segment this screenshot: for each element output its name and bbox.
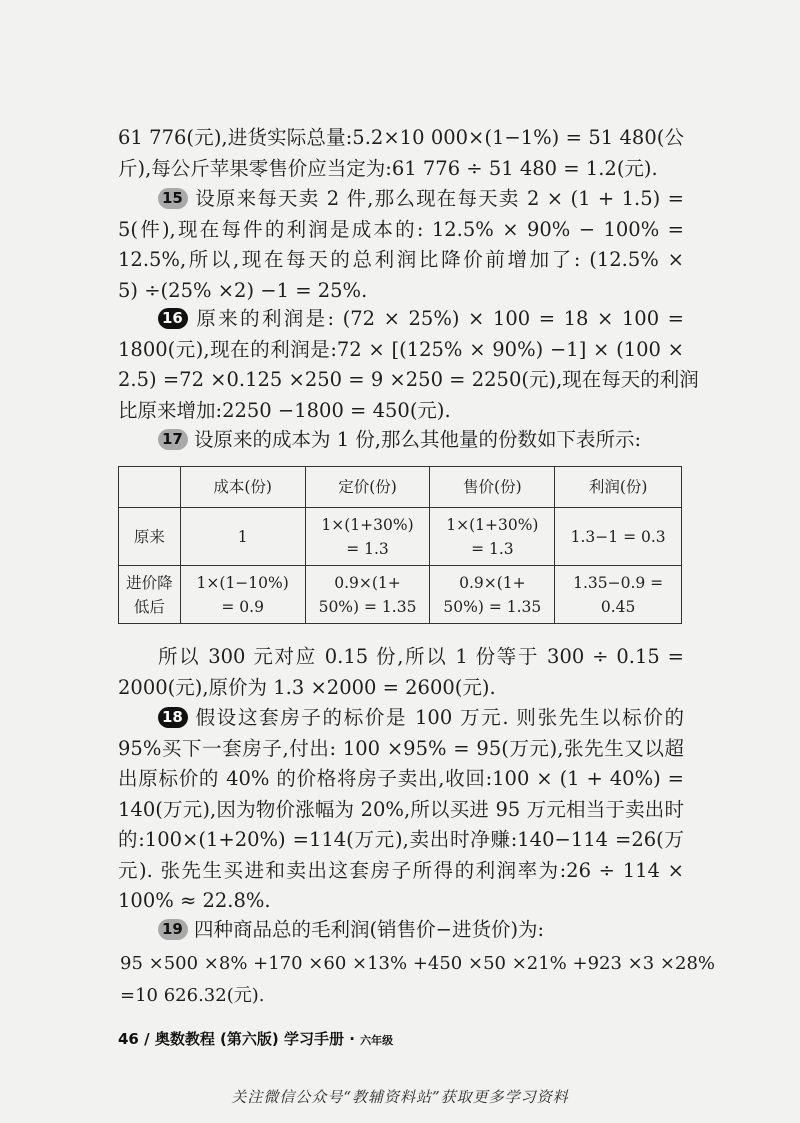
paragraph-16 xyxy=(118,304,699,426)
table-row xyxy=(119,566,682,624)
text-line: 出原标价的 40% 的价格将房子卖出,收回:100 × (1 + 40%) = xyxy=(118,767,684,790)
text-line xyxy=(118,915,684,946)
page-number: 46 xyxy=(118,1030,139,1048)
grade-label: 六年级 xyxy=(360,1034,394,1047)
table-cell: 1×(1−10%) = 0.9 xyxy=(180,566,305,624)
paragraph-17-conclusion xyxy=(118,642,684,703)
table-header-cell: 售价(份) xyxy=(430,467,555,508)
text-line-content: 设原来每天卖 2 件,那么现在每天卖 2 × (1 + 1.5) = xyxy=(194,187,684,210)
table-cell: 1 xyxy=(180,508,305,566)
table-cell: 1×(1+30%) = 1.3 xyxy=(305,508,430,566)
cost-price-table xyxy=(118,466,682,624)
table-cell: 0.9×(1+ 50%) = 1.35 xyxy=(305,566,430,624)
table-cell: 1.3−1 = 0.3 xyxy=(555,508,682,566)
table-row xyxy=(119,508,682,566)
text-line-content: 四种商品总的毛利润(销售价−进货价)为: xyxy=(194,918,545,941)
text-line-content: 设原来的成本为 1 份,那么其他量的份数如下表所示: xyxy=(194,428,642,451)
text-line-content: 假设这套房子的标价是 100 万元. 则张先生以标价的 xyxy=(194,706,684,729)
text-line: 元). 张先生买进和卖出这套房子所得的利润率为:26 ÷ 114 × xyxy=(118,858,684,882)
text-line xyxy=(118,425,684,456)
table-header-row xyxy=(119,467,682,508)
table-corner-cell xyxy=(119,467,181,508)
page-footer xyxy=(118,1028,393,1049)
problem-number-badge: 19 xyxy=(158,919,188,940)
formula-line: 95 ×500 ×8% +170 ×60 ×13% +450 ×50 ×21% +923 ×3 ×28% xyxy=(120,953,716,974)
text-line: 2.5) =72 ×0.125 ×250 = 9 ×250 = 2250(元),现在每天的利润 xyxy=(118,368,699,391)
text-line: 5) ÷(25% ×2) −1 = 25%. xyxy=(118,278,368,302)
text-line: 2000(元),原价为 1.3 ×2000 = 2600(元). xyxy=(118,675,496,699)
table-header-cell: 定价(份) xyxy=(305,467,430,508)
table-cell: 0.9×(1+ 50%) = 1.35 xyxy=(430,566,555,624)
text-line: 比原来增加:2250 −1800 = 450(元). xyxy=(118,398,451,422)
table-header-cell: 成本(份) xyxy=(180,467,305,508)
formula-line: =10 626.32(元). xyxy=(120,985,265,1006)
paragraph-18 xyxy=(118,703,684,917)
text-line: 61 776(元),进货实际总量:5.2×10 000×(1−1%) = 51 480(公 xyxy=(118,126,684,149)
paragraph-17 xyxy=(118,425,684,456)
text-line xyxy=(118,184,684,215)
book-title: 奥数教程 (第六版) 学习手册 xyxy=(154,1030,344,1048)
text-line-content: 原来的利润是: (72 × 25%) × 100 = 18 × 100 = xyxy=(194,307,684,330)
paragraph-19 xyxy=(118,915,684,946)
promo-text: 关注微信公众号“教辅资料站”获取更多学习资料 xyxy=(231,1088,569,1106)
formula-block xyxy=(120,948,716,1012)
text-line: 95%买下一套房子,付出: 100 ×95% = 95(万元),张先生又以超 xyxy=(118,736,684,760)
paragraph-14-continuation xyxy=(118,123,684,184)
table-row-label: 原来 xyxy=(119,508,181,566)
footer-separator: / xyxy=(144,1030,150,1048)
text-line: 1800(元),现在的利润是:72 × [(125% × 90%) −1] × (100 × xyxy=(118,337,684,361)
text-line: 12.5%,所以,现在每天的总利润比降价前增加了: (12.5% × xyxy=(118,248,684,271)
text-line: 所以 300 元对应 0.15 份,所以 1 份等于 300 ÷ 0.15 = xyxy=(158,645,684,668)
table-row-label: 进价降 低后 xyxy=(119,566,181,624)
problem-number-badge: 17 xyxy=(158,429,188,450)
problem-number-badge: 15 xyxy=(158,188,188,209)
text-line: 斤),每公斤苹果零售价应当定为:61 776 ÷ 51 480 = 1.2(元). xyxy=(118,156,658,180)
text-line: 的:100×(1+20%) =114(万元),卖出时净赚:140−114 =26(万 xyxy=(118,828,684,851)
problem-number-badge: 18 xyxy=(158,707,188,728)
footer-dot: · xyxy=(349,1030,355,1048)
text-line: 140(万元),因为物价涨幅为 20%,所以买进 95 万元相当于卖出时 xyxy=(118,797,684,821)
problem-number-badge: 16 xyxy=(158,308,188,329)
table-cell: 1×(1+30%) = 1.3 xyxy=(430,508,555,566)
text-line xyxy=(118,703,684,734)
text-line xyxy=(118,304,684,335)
table-cell: 1.35−0.9 = 0.45 xyxy=(555,566,682,624)
text-line: 5(件),现在每件的利润是成本的: 12.5% × 90% − 100% = xyxy=(118,217,684,241)
table-header-cell: 利润(份) xyxy=(555,467,682,508)
paragraph-15 xyxy=(118,184,684,306)
text-line: 100% ≈ 22.8%. xyxy=(118,889,271,912)
